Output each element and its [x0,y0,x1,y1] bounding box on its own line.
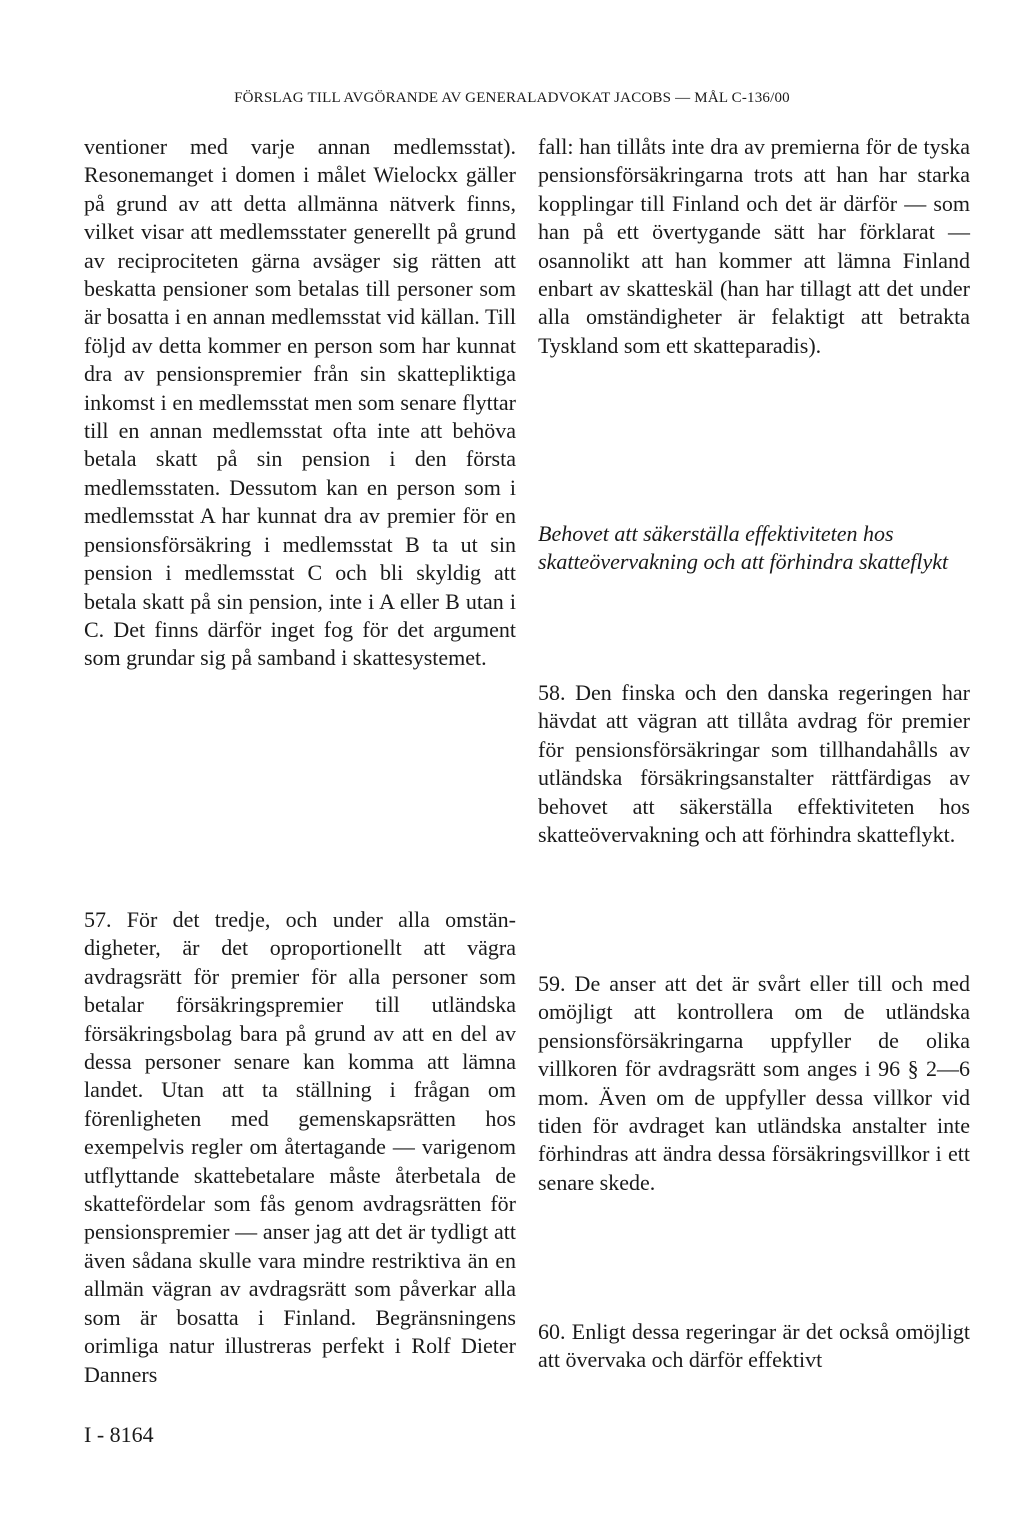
section-heading [538,520,970,577]
paragraph-57-continuation [538,133,970,360]
page-number: I - 8164 [84,1422,154,1447]
paragraph-text: 60. Enligt dessa regeringar är det också omöjligt att övervaka och därför effektivt [538,1319,970,1373]
paragraph-59 [538,970,970,1197]
section-heading-text: Behovet att säkerställa effektiviteten hos skatteövervakning och att förhindra skatteflykt [538,521,949,575]
paragraph-text: ventioner med varje annan medlemsstat). Resonemanget i domen i målet Wielockx gäller på grund av att detta allmänna nätverk finns, vilket visar att medlemsstater generellt på grund av reciprociteten gärna avsäger sig rätten att beskatta pensioner som betalas till personer som är bosatta i en annan medlemsstat vid källan. Till följd av detta kommer en person som har kunnat dra av pensionspremier från sin skattepliktiga inkomst i en medlemsstat men som senare flyttar till en annan medlemsstat ofta inte att behöva betala skatt på sin pension i den första medlemsstaten. Dessutom kan en person som i medlemsstat A har kunnat dra av premier för en pensionsförsäkring i medlemsstat B ta ut sin pension i medlemsstat C och bli skyldig att betala skatt på sin pension, inte i A eller B utan i C. Det finns därför inget fog för det argument som grundar sig på samband i skattesystemet. [84,134,516,671]
paragraph-text: 58. Den finska och den danska regeringen har hävdat att vägran att tillåta avdrag för premier för pensionsförsäkringar som tillhandahålls av utländska försäkringsanstalter rättfärdigas av behovet att säkerställa effektiviteten hos skatteövervakning och att förhindra skatteflykt. [538,680,970,848]
paragraph-text: 57. För det tredje, och under alla omständigheter, är det oproportionellt att vägra avdragsrätt för premier för alla personer som betalar försäkringspremier till utländska försäkringsbolag bara på grund av att en del av dessa personer senare kan komma att lämna landet. Utan att ta ställning i frågan om förenligheten med gemenskapsrätten hos exempelvis regler om återtagande — varigenom utflyttande skattebetalare måste återbetala de skattefördelar som fås genom avdragsrätten för pensionspremier — anser jag att det är tydligt att även sådana skulle vara mindre restriktiva än en allmän vägran av avdragsrätt som påverkar alla som är bosatta i Finland. Begränsningens orimliga natur illustreras perfekt i Rolf Dieter Danners [84,907,516,1387]
paragraph-60 [538,1318,970,1375]
running-header: FÖRSLAG TILL AVGÖRANDE AV GENERALADVOKAT JACOBS — MÅL C-136/00 [234,90,790,106]
paragraph-text: fall: han tillåts inte dra av premierna för de tyska pensionsförsäkringarna trots att han har starka kopplingar till Finland och det är därför — som han på ett övertygande sätt har förklarat — osannolikt att han kommer att lämna Finland enbart av skatteskäl (han har tillagt att det under alla omständigheter är felaktigt att betrakta Tyskland som ett skatteparadis). [538,134,970,358]
paragraph-57 [84,906,516,1389]
paragraph-text: 59. De anser att det är svårt eller till och med omöjligt att kontrollera om de utländska pensionsförsäkringarna uppfyller de olika villkoren för avdragsrätt som anges i 96 § 2—6 mom. Även om de uppfyller dessa villkor vid tiden för avdraget kan utländska anstalter inte förhindras att ändra dessa försäkringsvillkor i ett senare skede. [538,971,970,1195]
paragraph-58 [538,679,970,849]
paragraph-56-continuation [84,133,516,673]
